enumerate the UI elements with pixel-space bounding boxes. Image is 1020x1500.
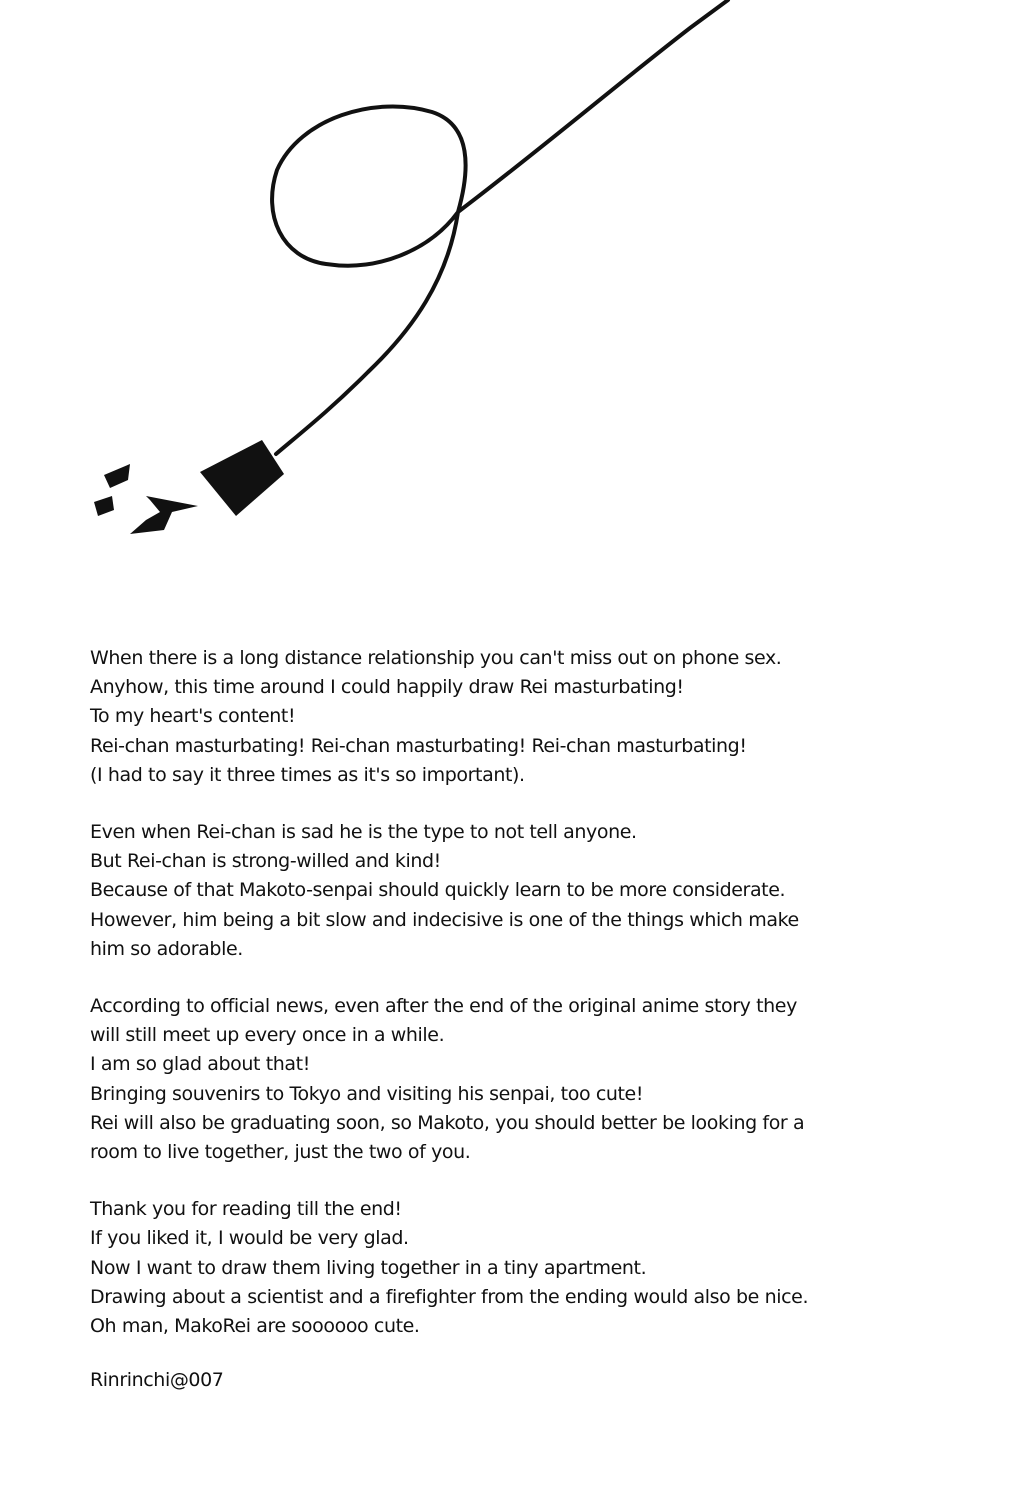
author-signature: Rinrinchi@007 <box>90 1369 224 1392</box>
text-line: According to official news, even after the end of the original anime story they <box>90 995 797 1018</box>
text-line: (I had to say it three times as it's so important). <box>90 763 525 786</box>
text-line: him so adorable. <box>90 937 243 960</box>
text-line: room to live together, just the two of you. <box>90 1141 471 1164</box>
text-line: When there is a long distance relationship you can't miss out on phone sex. <box>90 647 782 669</box>
text-line: Drawing about a scientist and a firefighter from the ending would also be nice. <box>90 1285 809 1308</box>
text-line: will still meet up every once in a while. <box>90 1024 445 1047</box>
text-line: Thank you for reading till the end! <box>90 1198 402 1221</box>
text-line: I am so glad about that! <box>90 1053 310 1076</box>
text-line: To my heart's content! <box>90 705 296 728</box>
text-line: However, him being a bit slow and indecisive is one of the things which make <box>90 908 799 931</box>
text-line: Even when Rei-chan is sad he is the type to not tell anyone. <box>90 821 637 844</box>
text-line: Rei will also be graduating soon, so Makoto, you should better be looking for a <box>90 1111 805 1134</box>
phone-handset-shape <box>200 440 284 516</box>
spark-mark-top <box>104 464 130 488</box>
text-line: But Rei-chan is strong-willed and kind! <box>90 850 441 873</box>
text-line: Bringing souvenirs to Tokyo and visiting his senpai, too cute! <box>90 1082 644 1105</box>
phone-cord-illustration <box>0 0 1020 600</box>
phone-cord-icon <box>94 0 728 534</box>
phone-cord-line <box>272 0 728 454</box>
text-line: Rei-chan masturbating! Rei-chan masturbating! Rei-chan masturbating! <box>90 734 747 757</box>
text-line: Anyhow, this time around I could happily draw Rei masturbating! <box>90 676 684 699</box>
afterword-text <box>90 644 970 1395</box>
text-line: Now I want to draw them living together in a tiny apartment. <box>90 1256 647 1279</box>
paragraph-1 <box>90 644 970 790</box>
text-line: Oh man, MakoRei are soooooo cute. <box>90 1315 420 1338</box>
paragraph-3 <box>90 992 970 1167</box>
paragraph-2 <box>90 818 970 964</box>
text-line: If you liked it, I would be very glad. <box>90 1227 409 1250</box>
lightning-mark <box>130 496 198 534</box>
paragraph-4 <box>90 1195 970 1341</box>
text-line: Because of that Makoto-senpai should quickly learn to be more considerate. <box>90 879 786 902</box>
spark-mark-left <box>94 496 114 516</box>
